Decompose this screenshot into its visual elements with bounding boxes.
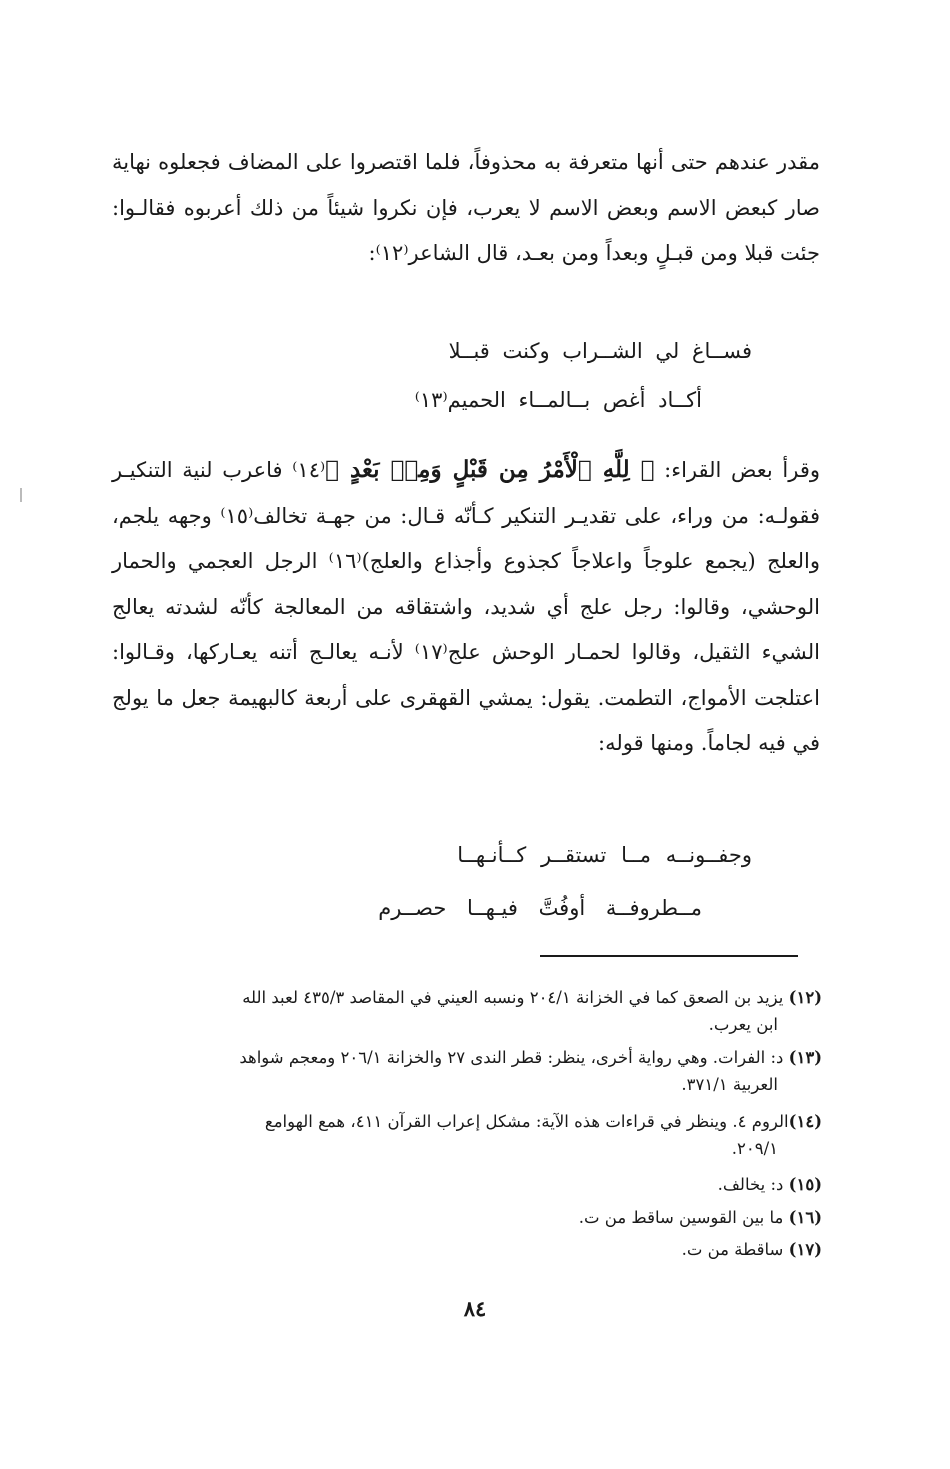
paragraph-1: مقدر عندهم حتى أنها متعرفة به محذوفاً، فلما اقتصروا على المضاف فجعلوه نهاية صار كبعض الاسم وبعض الاسم لا يعرب، فإن نكروا شيئاً من ذلك أعربوه فقالـوا: جئت قبلا ومن قبـلٍ وبعداً ومن بعـد، قال الشاعر⁽١٢⁾: [112,150,820,265]
verse-1-first-hemistich: فســاغ لي الشــراب وكنت قبــلا [448,339,752,363]
footnote-number: (١٦) [788,1208,822,1227]
footnote-number: (١٢) [788,988,822,1007]
footnote-number: (١٤) [788,1112,822,1131]
footnote-number: (١٣) [788,1048,822,1067]
footnote-13 [112,1044,822,1098]
page-number: ٨٤ [463,1296,487,1321]
footnote-separator [540,955,798,957]
scan-margin-mark [20,488,22,502]
footnote-continuation: العربية ٣٧١/١. [681,1075,778,1094]
footnote-text: د: الفرات. وهي رواية أخرى، ينظر: قطر الندى ٢٧ والخزانة ٢٠٦/١ ومعجم شواهد [239,1048,789,1067]
verse-1-second-hemistich: أكــاد أغص بــالمــاء الحميم⁽١٣⁾ [414,388,702,412]
footnote-continuation: ٢٠٩/١. [731,1139,778,1158]
footnote-16 [112,1204,822,1231]
paragraph-2 [112,447,820,767]
quran-verse: ﴿ لِلَّهِ ٱلْأَمْرُ مِن قَبْلٍ وَمِنۢ بَعْدٍ ﴾ [325,456,655,483]
footnote-12 [112,984,822,1038]
footnote-continuation: ابن يعرب. [708,1015,778,1034]
footnote-text: د: يخالف. [717,1175,789,1194]
verse-2-first-hemistich: وجفــونــه مــا تستقــر كــأنـهــا [457,843,752,867]
footnote-14 [112,1108,822,1162]
footnote-text: ساقطة من ت. [681,1240,789,1259]
footnote-15 [112,1171,822,1198]
footnote-text: يزيد بن الصعق كما في الخزانة ٢٠٤/١ ونسبه العيني في المقاصد ٤٣٥/٣ لعبد الله [242,988,789,1007]
footnote-17 [112,1236,822,1263]
verse-2-second-hemistich: مــطروفــة أوفُتَّ فيـهــا حصــرم [378,896,702,920]
footnote-number: (١٧) [788,1240,822,1259]
footnote-text: ما بين القوسين ساقط من ت. [578,1208,789,1227]
paragraph-2-intro: وقرأ بعض القراء: [654,458,820,482]
footnote-number: (١٥) [788,1175,822,1194]
footnote-text: الروم ٤. وينظر في قراءات هذه الآية: مشكل إعراب القرآن ٤١١، همع الهوامع [264,1112,789,1131]
paragraph-2-body: ⁽١٤⁾ فاعرب لنية التنكيـر فقولـه: من وراء، على تقديـر التنكير كـأنّه قـال: من جهـة تخالف⁽١٥⁾ وجهه يلجم، والعلج (يجمع علوجاً واعلاجاً كجذوع وأجذاع والعلج)⁽١٦⁾ الرجل العجمي والحمار الوحشي، وقالوا: رجل علج أي شديد، واشتقاقه من المعالجة كأنّه لشدته يعالج الشيء الثقيل، وقالوا لحمـار الوحش علج⁽١٧⁾ لأنـه يعالـج أتنه يعـاركها، وقـالوا: اعتلجت الأمواج، التطمت. يقول: يمشي القهقرى على أربعة كالبهيمة جعل ما يولج في فيه لجاماً. ومنها قوله: [112,458,821,755]
